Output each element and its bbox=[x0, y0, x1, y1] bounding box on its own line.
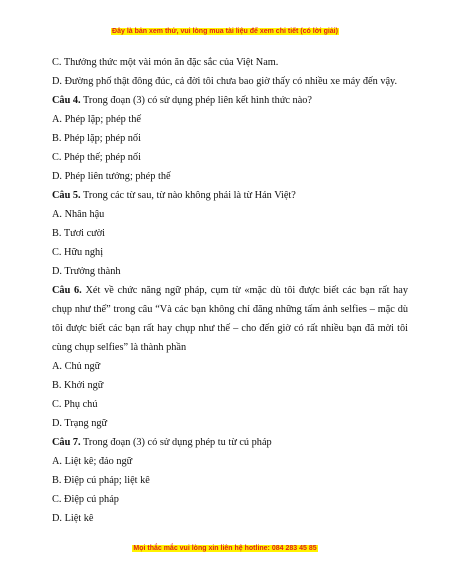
q6-option-d: D. Trạng ngữ bbox=[52, 418, 108, 429]
question-5-label: Câu 5. bbox=[52, 190, 81, 201]
question-6-label: Câu 6. bbox=[52, 285, 82, 296]
q5-option-a: A. Nhân hậu bbox=[52, 209, 105, 220]
question-5 bbox=[52, 186, 408, 205]
q5-option-d: D. Trưởng thành bbox=[52, 266, 121, 277]
q5-option-c: C. Hữu nghị bbox=[52, 247, 104, 258]
document-body bbox=[52, 53, 408, 528]
q4-option-c: C. Phép thế; phép nối bbox=[52, 152, 141, 163]
contact-banner-text: Mọi thắc mắc vui lòng xin liên hệ hotline: 084 283 45 85 bbox=[133, 545, 317, 552]
question-7-text: Trong đoạn (3) có sử dụng phép tu từ cú pháp bbox=[80, 437, 272, 448]
q7-option-b: B. Điệp cú pháp; liệt kê bbox=[52, 475, 150, 486]
q6-option-a: A. Chủ ngữ bbox=[52, 361, 101, 372]
question-4 bbox=[52, 91, 408, 110]
q6-option-c: C. Phụ chú bbox=[52, 399, 98, 410]
question-7 bbox=[52, 433, 408, 452]
q6-option-b: B. Khởi ngữ bbox=[52, 380, 104, 391]
q5-option-b: B. Tươi cười bbox=[52, 228, 106, 239]
q4-option-d: D. Phép liên tưởng; phép thế bbox=[52, 171, 171, 182]
preview-banner-text: Đây là bản xem thử, vui lòng mua tài liệu để xem chi tiết (có lời giải) bbox=[112, 28, 338, 35]
question-6-text: Xét về chức năng ngữ pháp, cụm từ «mặc dù tôi được biết các bạn rất hay chụp như thế” trong câu “Và các bạn không chỉ đăng những tấm ảnh selfies – mặc dù tôi được biết các bạn rất hay chụp như thế – cho đến giờ có rất nhiều bạn đã mời tôi cùng chụp selfies” là thành phần bbox=[52, 285, 409, 353]
q7-option-d: D. Liệt kê bbox=[52, 513, 94, 524]
question-7-label: Câu 7. bbox=[52, 437, 81, 448]
q7-option-a: A. Liệt kê; đảo ngữ bbox=[52, 456, 133, 467]
option-c-prev: C. Thưởng thức một vài món ăn đặc sắc của Việt Nam. bbox=[52, 57, 279, 68]
preview-banner bbox=[0, 28, 450, 35]
question-4-text: Trong đoạn (3) có sử dụng phép liên kết hình thức nào? bbox=[80, 95, 312, 106]
q7-option-c: C. Điệp cú pháp bbox=[52, 494, 119, 505]
q4-option-a: A. Phép lặp; phép thế bbox=[52, 114, 141, 125]
q4-option-b: B. Phép lặp; phép nối bbox=[52, 133, 141, 144]
question-4-label: Câu 4. bbox=[52, 95, 81, 106]
contact-banner bbox=[0, 545, 450, 552]
question-6 bbox=[52, 281, 408, 357]
option-d-prev: D. Đường phố thật đông đúc, cả đời tôi chưa bao giờ thấy có nhiều xe máy đến vậy. bbox=[52, 76, 398, 87]
question-5-text: Trong các từ sau, từ nào không phải là từ Hán Việt? bbox=[80, 190, 296, 201]
